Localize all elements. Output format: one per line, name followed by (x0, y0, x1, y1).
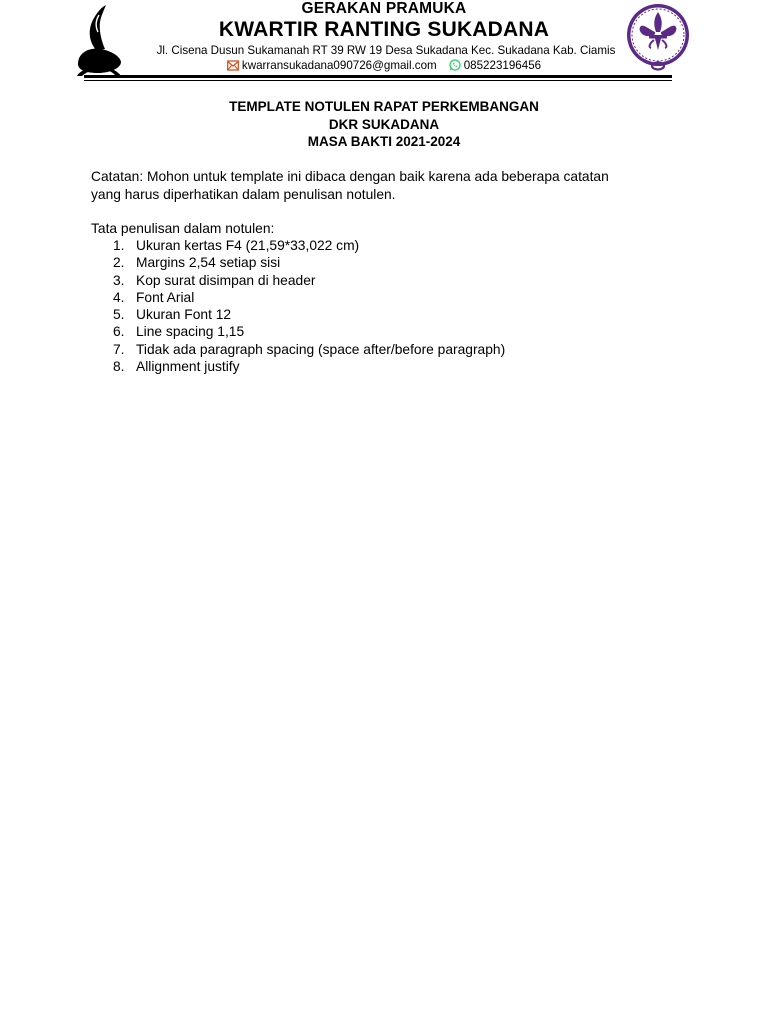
note-paragraph (91, 168, 681, 203)
org-address: Jl. Cisena Dusun Sukamanah RT 39 RW 19 Desa Sukadana Kec. Sukadana Kab. Ciamis (156, 44, 616, 57)
list-item-text: Tidak ada paragraph spacing (space after/before paragraph) (136, 341, 506, 357)
list-item (91, 341, 681, 358)
list-item (91, 272, 681, 289)
list-item-text: Ukuran kertas F4 (21,59*33,022 cm) (136, 238, 360, 253)
list-item-text: Allignment justify (136, 359, 240, 375)
email-address[interactable]: kwarransukadana090726@gmail.com (241, 59, 437, 72)
list-item (91, 254, 681, 271)
list-item-number: 2. (113, 255, 125, 271)
envelope-icon (227, 60, 239, 71)
org-unit-title: KWARTIR RANTING SUKADANA (218, 18, 550, 41)
org-name: GERAKAN PRAMUKA (301, 0, 467, 17)
whatsapp-icon (449, 59, 461, 71)
list-item (91, 289, 681, 306)
list-item-number: 6. (113, 324, 125, 340)
phone-number[interactable]: 085223196456 (463, 59, 542, 72)
list-item (91, 237, 681, 254)
list-item-text: Margins 2,54 setiap sisi (136, 255, 281, 271)
list-item-number: 4. (113, 289, 125, 305)
list-item (91, 358, 681, 375)
title-line-1: TEMPLATE NOTULEN RAPAT PERKEMBANGAN (229, 99, 539, 114)
list-item-text: Ukuran Font 12 (136, 307, 232, 323)
list-item-text: Font Arial (136, 289, 195, 305)
title-line-3: MASA BAKTI 2021-2024 (307, 134, 461, 149)
list-item-number: 1. (113, 238, 125, 253)
list-item (91, 306, 681, 323)
rules-heading: Tata penulisan dalam notulen: (91, 221, 275, 236)
list-item-number: 8. (113, 359, 125, 375)
list-item-number: 3. (113, 272, 125, 288)
letterhead-rule-thick (84, 75, 672, 78)
list-item-number: 5. (113, 307, 125, 323)
list-item-text: Kop surat disimpan di header (136, 272, 316, 288)
list-item (91, 323, 681, 340)
letterhead-rule-thin (84, 80, 672, 81)
rules-list (91, 237, 681, 375)
world-scout-emblem-icon (624, 2, 692, 72)
note-line-2: yang harus diperhatikan dalam penulisan notulen. (91, 186, 396, 202)
list-item-number: 7. (113, 341, 125, 357)
document-title (0, 98, 768, 151)
title-line-2: DKR SUKADANA (328, 116, 440, 132)
list-item-text: Line spacing 1,15 (136, 324, 245, 340)
note-line-1: Catatan: Mohon untuk template ini dibaca dengan baik karena ada beberapa catatan (91, 169, 609, 184)
